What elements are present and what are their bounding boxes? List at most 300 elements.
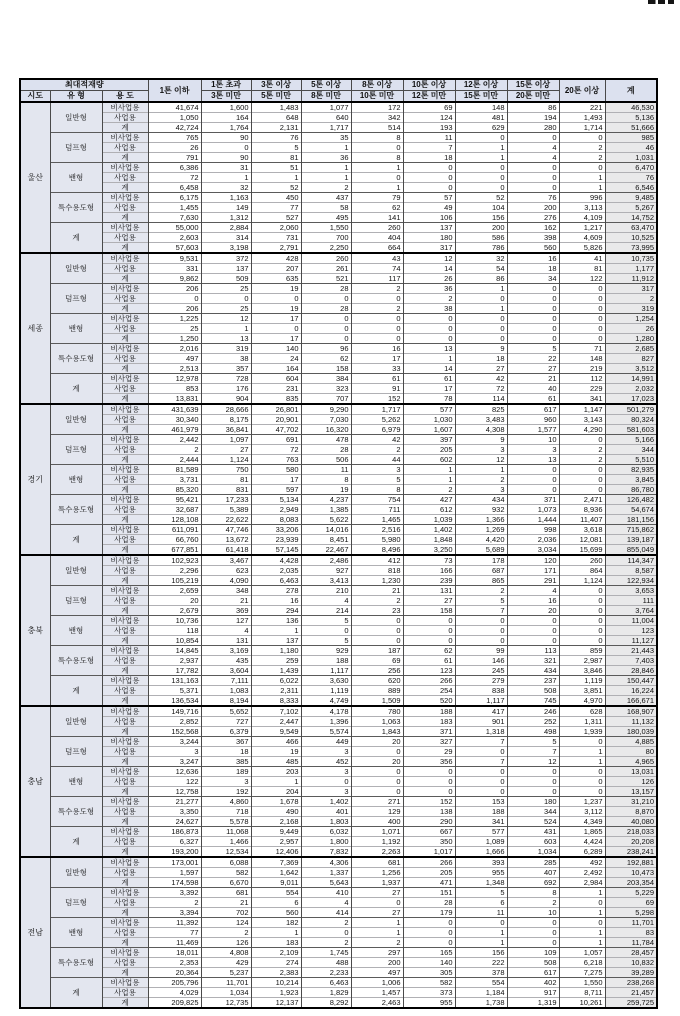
table-row	[20, 555, 657, 566]
value-cell: 3,169	[201, 646, 251, 656]
value-cell: 0	[559, 767, 605, 777]
value-cell: 158	[301, 364, 351, 374]
value-cell: 7	[455, 757, 507, 767]
value-cell: 28	[301, 284, 351, 294]
value-cell: 148	[455, 102, 507, 113]
row-total-cell: 14,752	[605, 213, 657, 223]
value-cell: 677,851	[148, 545, 201, 556]
table-row	[20, 213, 657, 223]
value-cell: 1,318	[455, 727, 507, 737]
usage-cell: 계	[102, 545, 148, 556]
value-cell: 398	[507, 233, 559, 243]
value-cell: 4,349	[559, 817, 605, 827]
value-cell: 369	[201, 606, 251, 616]
usage-cell: 계	[102, 847, 148, 858]
value-cell: 8,496	[351, 545, 403, 556]
value-cell: 20	[148, 596, 201, 606]
row-total-cell: 6,546	[605, 183, 657, 193]
value-cell: 5,574	[301, 727, 351, 737]
table-row	[20, 666, 657, 676]
value-cell: 73	[403, 555, 455, 566]
usage-cell: 사업용	[102, 113, 148, 123]
value-cell: 620	[351, 676, 403, 686]
usage-cell: 사업용	[102, 656, 148, 666]
value-cell: 137	[201, 264, 251, 274]
value-cell: 2,486	[301, 555, 351, 566]
value-cell: 1	[351, 163, 403, 173]
usage-cell: 비사업용	[102, 978, 148, 988]
value-cell: 8	[351, 133, 403, 143]
table-row	[20, 686, 657, 696]
value-cell: 118	[148, 626, 201, 636]
value-cell: 414	[301, 908, 351, 918]
usage-cell: 비사업용	[102, 314, 148, 324]
value-cell: 865	[455, 576, 507, 586]
value-cell: 4,308	[455, 425, 507, 435]
value-cell: 2	[351, 445, 403, 455]
value-cell: 0	[507, 173, 559, 183]
value-cell: 3	[148, 747, 201, 757]
value-cell: 17,782	[148, 666, 201, 676]
value-cell: 0	[403, 183, 455, 193]
value-cell: 1,180	[251, 646, 301, 656]
value-cell: 204	[251, 787, 301, 797]
value-cell: 137	[251, 636, 301, 646]
value-cell: 0	[507, 918, 559, 928]
usage-cell: 사업용	[102, 354, 148, 364]
value-cell: 18,011	[148, 948, 201, 958]
row-total-cell: 259,725	[605, 998, 657, 1009]
value-cell: 166	[403, 566, 455, 576]
value-cell: 239	[403, 576, 455, 586]
value-cell: 400	[351, 817, 403, 827]
table-row	[20, 264, 657, 274]
value-cell: 1,666	[455, 847, 507, 858]
value-cell: 0	[559, 636, 605, 646]
value-cell: 1,063	[351, 717, 403, 727]
table-row	[20, 737, 657, 747]
usage-cell: 계	[102, 425, 148, 435]
row-total-cell: 581,603	[605, 425, 657, 435]
value-cell: 138	[403, 807, 455, 817]
table-row	[20, 777, 657, 787]
value-cell: 141	[351, 213, 403, 223]
freight-capacity-table	[19, 78, 658, 1009]
value-cell: 25	[201, 304, 251, 314]
row-total-cell: 5,166	[605, 435, 657, 445]
value-cell: 182	[251, 918, 301, 928]
row-total-cell: 317	[605, 284, 657, 294]
value-cell: 0	[559, 475, 605, 485]
value-cell: 106	[403, 213, 455, 223]
header-ton-col-9: 계	[605, 79, 657, 102]
usage-cell: 사업용	[102, 505, 148, 515]
value-cell: 3	[455, 485, 507, 495]
value-cell: 0	[559, 465, 605, 475]
table-row	[20, 868, 657, 878]
usage-cell: 비사업용	[102, 737, 148, 747]
row-total-cell: 5,267	[605, 203, 657, 213]
value-cell: 727	[201, 717, 251, 727]
table-row	[20, 113, 657, 123]
value-cell: 3,143	[559, 415, 605, 425]
value-cell: 0	[351, 324, 403, 334]
value-cell: 0	[455, 324, 507, 334]
value-cell: 260	[301, 253, 351, 264]
usage-cell: 사업용	[102, 596, 148, 606]
value-cell: 153	[455, 797, 507, 807]
value-cell: 12,137	[251, 998, 301, 1009]
value-cell: 285	[507, 857, 559, 868]
table-row	[20, 334, 657, 344]
value-cell: 149	[201, 203, 251, 213]
value-cell: 348	[201, 586, 251, 596]
value-cell: 2,233	[301, 968, 351, 978]
value-cell: 42,724	[148, 123, 201, 133]
value-cell: 21	[201, 898, 251, 908]
value-cell: 429	[201, 958, 251, 968]
usage-cell: 비사업용	[102, 767, 148, 777]
value-cell: 1	[455, 304, 507, 314]
value-cell: 9,290	[301, 404, 351, 415]
value-cell: 1,030	[403, 415, 455, 425]
value-cell: 780	[351, 706, 403, 717]
value-cell: 151	[403, 888, 455, 898]
row-total-cell: 13,031	[605, 767, 657, 777]
value-cell: 1,745	[301, 948, 351, 958]
value-cell: 16	[251, 596, 301, 606]
row-total-cell: 344	[605, 445, 657, 455]
usage-cell: 사업용	[102, 233, 148, 243]
usage-cell: 계	[102, 394, 148, 405]
table-row	[20, 253, 657, 264]
value-cell: 0	[507, 294, 559, 304]
value-cell: 8	[507, 888, 559, 898]
value-cell: 2,884	[201, 223, 251, 233]
value-cell: 0	[559, 485, 605, 495]
value-cell: 0	[351, 636, 403, 646]
value-cell: 7,102	[251, 706, 301, 717]
value-cell: 2	[559, 445, 605, 455]
value-cell: 0	[251, 324, 301, 334]
value-cell: 12,758	[148, 787, 201, 797]
value-cell: 0	[507, 485, 559, 495]
value-cell: 105,219	[148, 576, 201, 586]
table-row	[20, 294, 657, 304]
value-cell: 8	[351, 485, 403, 495]
value-cell: 2,296	[148, 566, 201, 576]
value-cell: 22,467	[301, 545, 351, 556]
value-cell: 1	[403, 465, 455, 475]
table-row	[20, 465, 657, 475]
value-cell: 1,117	[301, 666, 351, 676]
value-cell: 260	[559, 555, 605, 566]
value-cell: 603	[507, 837, 559, 847]
row-total-cell: 3,845	[605, 475, 657, 485]
value-cell: 41	[559, 253, 605, 264]
value-cell: 254	[403, 686, 455, 696]
value-cell: 0	[455, 173, 507, 183]
value-cell: 8,333	[251, 696, 301, 707]
value-cell: 205,796	[148, 978, 201, 988]
value-cell: 2	[559, 143, 605, 153]
value-cell: 1,466	[201, 837, 251, 847]
header-row-1	[20, 79, 657, 91]
value-cell: 148	[559, 354, 605, 364]
value-cell: 0	[351, 898, 403, 908]
row-total-cell: 150,447	[605, 676, 657, 686]
value-cell: 1	[251, 928, 301, 938]
value-cell: 1,444	[507, 515, 559, 525]
value-cell: 0	[351, 173, 403, 183]
value-cell: 1	[455, 465, 507, 475]
row-total-cell: 54,674	[605, 505, 657, 515]
table-row	[20, 566, 657, 576]
value-cell: 0	[559, 626, 605, 636]
value-cell: 1	[351, 928, 403, 938]
value-cell: 763	[251, 455, 301, 465]
type-cell: 계	[50, 978, 102, 1009]
value-cell: 8	[301, 475, 351, 485]
value-cell: 1,939	[559, 727, 605, 737]
value-cell: 164	[201, 113, 251, 123]
value-cell: 11	[301, 465, 351, 475]
value-cell: 1,073	[507, 505, 559, 515]
row-total-cell: 114,347	[605, 555, 657, 566]
type-cell: 덤프형	[50, 284, 102, 314]
value-cell: 492	[559, 857, 605, 868]
row-total-cell: 855,049	[605, 545, 657, 556]
type-cell: 밴형	[50, 616, 102, 646]
row-total-cell: 86,780	[605, 485, 657, 495]
value-cell: 397	[403, 435, 455, 445]
value-cell: 102,923	[148, 555, 201, 566]
value-cell: 0	[559, 334, 605, 344]
value-cell: 17	[351, 354, 403, 364]
value-cell: 1,050	[148, 113, 201, 123]
value-cell: 2,603	[148, 233, 201, 243]
table-row	[20, 143, 657, 153]
row-total-cell: 1,280	[605, 334, 657, 344]
usage-cell: 계	[102, 153, 148, 163]
value-cell: 5	[251, 143, 301, 153]
value-cell: 960	[507, 415, 559, 425]
value-cell: 7	[403, 143, 455, 153]
value-cell: 91	[351, 384, 403, 394]
value-cell: 2,131	[251, 123, 301, 133]
value-cell: 2	[351, 304, 403, 314]
value-cell: 76	[507, 193, 559, 203]
value-cell: 5	[301, 636, 351, 646]
value-cell: 6	[455, 898, 507, 908]
value-cell: 136,534	[148, 696, 201, 707]
usage-cell: 비사업용	[102, 948, 148, 958]
row-total-cell: 5,298	[605, 908, 657, 918]
row-total-cell: 985	[605, 133, 657, 143]
table-row	[20, 425, 657, 435]
header-ton-col-3-top: 5톤 이상	[301, 79, 351, 91]
value-cell: 3,113	[559, 203, 605, 213]
row-total-cell: 6,470	[605, 163, 657, 173]
value-cell: 7	[455, 737, 507, 747]
value-cell: 434	[507, 666, 559, 676]
table-row	[20, 827, 657, 837]
value-cell: 0	[559, 284, 605, 294]
value-cell: 10	[507, 908, 559, 918]
value-cell: 9	[455, 435, 507, 445]
value-cell: 27	[455, 364, 507, 374]
usage-cell: 계	[102, 455, 148, 465]
table-row	[20, 535, 657, 545]
table-row	[20, 324, 657, 334]
row-total-cell: 126,482	[605, 495, 657, 505]
value-cell: 280	[507, 123, 559, 133]
value-cell: 917	[507, 988, 559, 998]
value-cell: 702	[201, 908, 251, 918]
value-cell: 6,175	[148, 193, 201, 203]
value-cell: 1,600	[201, 102, 251, 113]
value-cell: 90	[201, 133, 251, 143]
value-cell: 0	[507, 304, 559, 314]
table-row	[20, 918, 657, 928]
value-cell: 0	[559, 596, 605, 606]
value-cell: 478	[301, 435, 351, 445]
value-cell: 2	[351, 938, 403, 948]
value-cell: 617	[507, 404, 559, 415]
row-total-cell: 1,031	[605, 153, 657, 163]
table-row	[20, 888, 657, 898]
value-cell: 10	[507, 435, 559, 445]
value-cell: 2	[403, 294, 455, 304]
value-cell: 1,117	[455, 696, 507, 707]
table-row	[20, 364, 657, 374]
row-total-cell: 4,885	[605, 737, 657, 747]
value-cell: 10,261	[559, 998, 605, 1009]
value-cell: 9,862	[148, 274, 201, 284]
value-cell: 2	[148, 898, 201, 908]
value-cell: 407	[507, 868, 559, 878]
value-cell: 36,841	[201, 425, 251, 435]
value-cell: 176	[201, 384, 251, 394]
value-cell: 0	[403, 163, 455, 173]
value-cell: 54	[455, 264, 507, 274]
value-cell: 331	[148, 264, 201, 274]
value-cell: 62	[403, 646, 455, 656]
value-cell: 13,672	[201, 535, 251, 545]
value-cell: 385	[201, 757, 251, 767]
value-cell: 1	[301, 163, 351, 173]
value-cell: 0	[507, 767, 559, 777]
value-cell: 700	[301, 233, 351, 243]
value-cell: 209,825	[148, 998, 201, 1009]
value-cell: 1	[455, 153, 507, 163]
value-cell: 3,250	[403, 545, 455, 556]
row-total-cell: 11,132	[605, 717, 657, 727]
value-cell: 28	[301, 304, 351, 314]
value-cell: 4,808	[201, 948, 251, 958]
value-cell: 0	[559, 324, 605, 334]
value-cell: 0	[403, 636, 455, 646]
usage-cell: 계	[102, 696, 148, 707]
value-cell: 6,670	[201, 878, 251, 888]
value-cell: 0	[507, 314, 559, 324]
value-cell: 21	[507, 374, 559, 384]
row-total-cell: 2	[605, 294, 657, 304]
value-cell: 4,109	[559, 213, 605, 223]
value-cell: 5,134	[251, 495, 301, 505]
region-cell-경기: 경기	[20, 404, 50, 555]
value-cell: 172	[351, 102, 403, 113]
value-cell: 901	[455, 717, 507, 727]
value-cell: 271	[351, 797, 403, 807]
value-cell: 1	[559, 757, 605, 767]
row-total-cell: 10,473	[605, 868, 657, 878]
value-cell: 28	[301, 445, 351, 455]
value-cell: 5	[301, 616, 351, 626]
value-cell: 1,184	[455, 988, 507, 998]
header-ton-col-8: 20톤 이상	[559, 79, 605, 102]
value-cell: 11,407	[559, 515, 605, 525]
value-cell: 14	[403, 364, 455, 374]
row-total-cell: 3,653	[605, 586, 657, 596]
value-cell: 62	[351, 203, 403, 213]
value-cell: 2,168	[251, 817, 301, 827]
row-total-cell: 28,846	[605, 666, 657, 676]
header-ton-col-5-top: 10톤 이상	[403, 79, 455, 91]
value-cell: 996	[559, 193, 605, 203]
value-cell: 3,244	[148, 737, 201, 747]
value-cell: 2,492	[559, 868, 605, 878]
value-cell: 1,402	[403, 525, 455, 535]
value-cell: 554	[455, 978, 507, 988]
table-row	[20, 183, 657, 193]
type-cell: 계	[50, 374, 102, 405]
value-cell: 162	[507, 223, 559, 233]
value-cell: 745	[507, 696, 559, 707]
value-cell: 835	[251, 394, 301, 405]
usage-cell: 계	[102, 817, 148, 827]
row-total-cell: 39,289	[605, 968, 657, 978]
value-cell: 4,029	[148, 988, 201, 998]
value-cell: 183	[251, 938, 301, 948]
table-row	[20, 445, 657, 455]
value-cell: 417	[455, 706, 507, 717]
value-cell: 17	[251, 314, 301, 324]
value-cell: 1,843	[351, 727, 403, 737]
value-cell: 580	[251, 465, 301, 475]
value-cell: 31	[201, 163, 251, 173]
value-cell: 200	[507, 203, 559, 213]
value-cell: 461,979	[148, 425, 201, 435]
table-row	[20, 727, 657, 737]
value-cell: 582	[403, 978, 455, 988]
value-cell: 0	[455, 777, 507, 787]
row-total-cell: 73,995	[605, 243, 657, 254]
value-cell: 0	[351, 767, 403, 777]
value-cell: 57	[403, 193, 455, 203]
value-cell: 23,939	[251, 535, 301, 545]
value-cell: 791	[148, 153, 201, 163]
value-cell: 1,738	[455, 998, 507, 1009]
value-cell: 305	[403, 968, 455, 978]
row-total-cell: 14,991	[605, 374, 657, 384]
usage-cell: 사업용	[102, 837, 148, 847]
value-cell: 1	[559, 747, 605, 757]
row-total-cell: 10,832	[605, 958, 657, 968]
row-total-cell: 11,701	[605, 918, 657, 928]
row-total-cell: 180,039	[605, 727, 657, 737]
value-cell: 998	[507, 525, 559, 535]
